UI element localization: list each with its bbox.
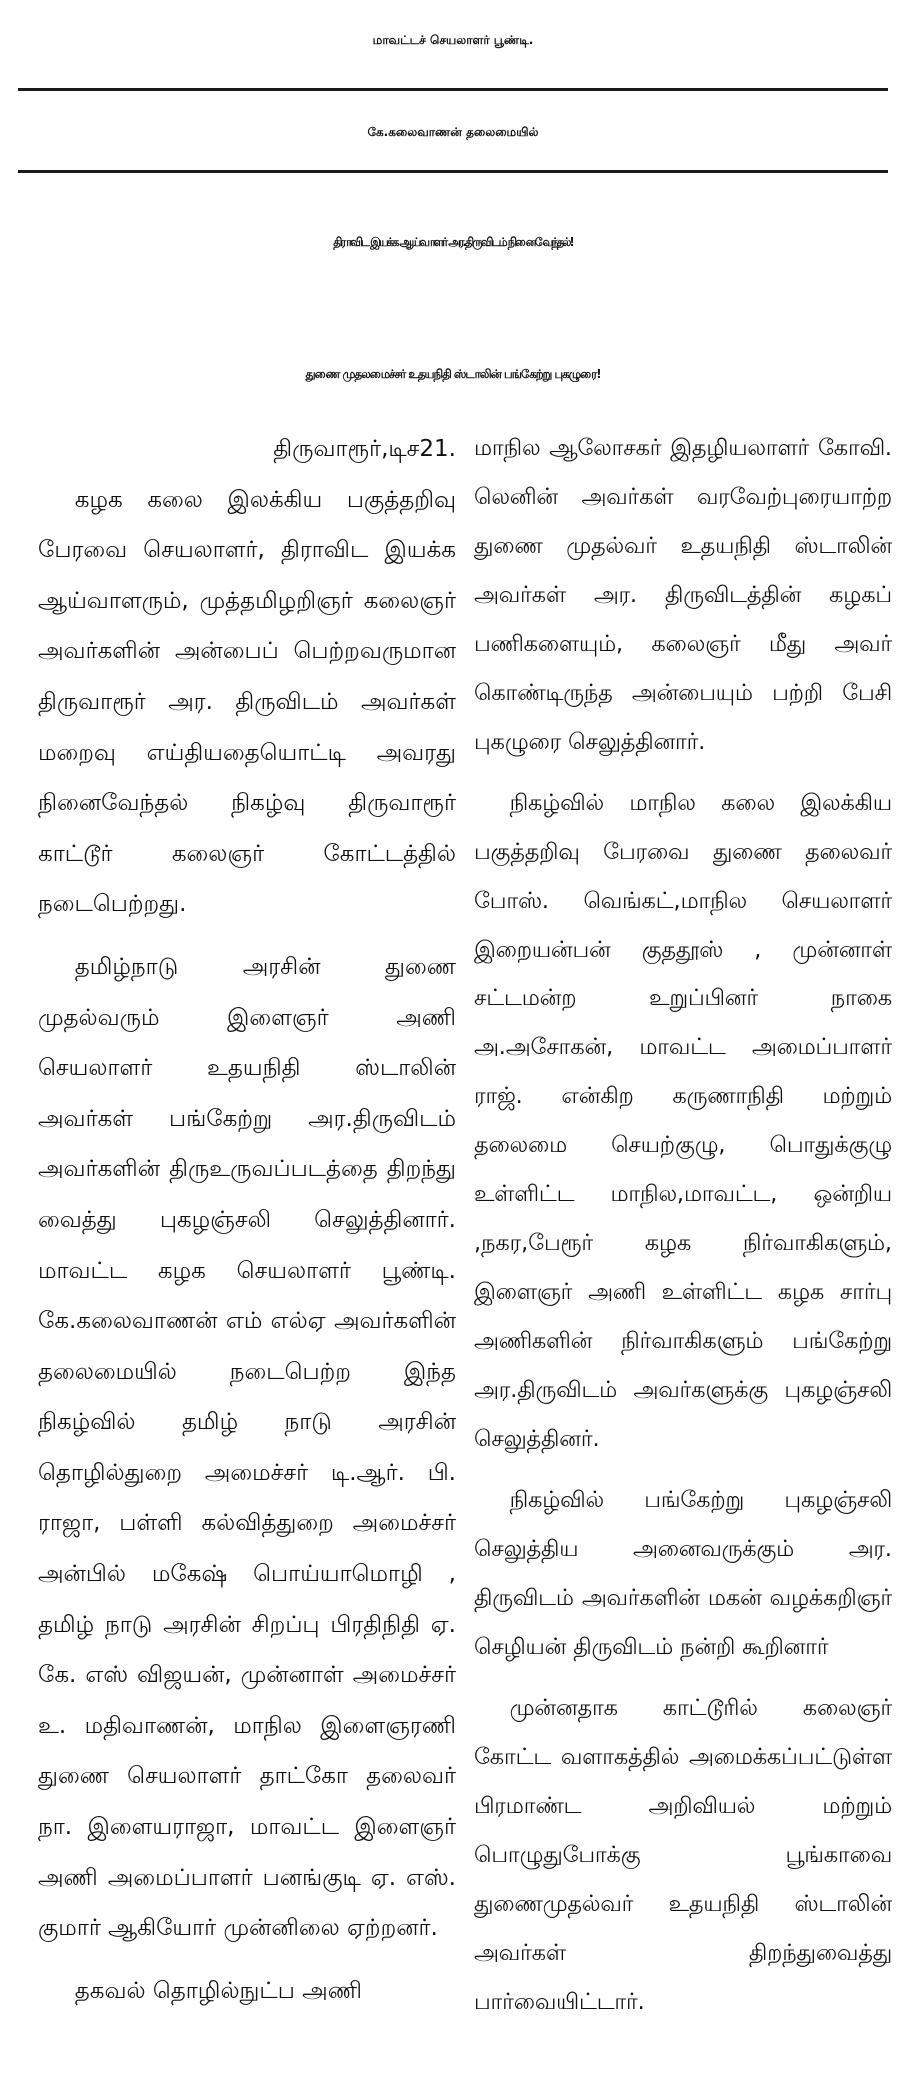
paragraph: தமிழ்நாடு அரசின் துணை முதல்வரும் இளைஞர் அணி செயலாளர் உதயநிதி ஸ்டாலின் அவர்கள் பங்கேற்று அர.திருவிடம் அவர்களின் திருஉருவப்படத்தை திறந்து வைத்து புகழஞ்சலி செலுத்தினார். மாவட்ட கழக செயலாளர் பூண்டி. கே.கலைவாணன் எம் எல்ஏ அவர்களின் தலைமையில் நடைபெற்ற இந்த நிகழ்வில் தமிழ் நாடு அரசின் தொழில்துறை அமைச்சர் டி.ஆர். பி. ராஜா, பள்ளி கல்வித்துறை அமைச்சர் அன்பில் மகேஷ் பொய்யாமொழி , தமிழ் நாடு அரசின் சிறப்பு பிரதிநிதி ஏ. கே. எஸ் விஜயன், முன்னாள் அமைச்சர் உ. மதிவாணன், மாநில இளைஞரணி துணை செயலாளர் தாட்கோ தலைவர் நா. இளையராஜா, மாவட்ட இளைஞர் அணி அமைப்பாளர் பனங்குடி ஏ. எஸ். குமார் ஆகியோர் முன்னிலை ஏற்றனர். — [38, 953, 456, 1942]
article-column-left — [38, 424, 456, 2028]
paragraph: நிகழ்வில் மாநில கலை இலக்கிய பகுத்தறிவு பேரவை துணை தலைவர் போஸ். வெங்கட்,மாநில செயலாளர் இறையன்பன் குததூஸ் , முன்னாள் சட்டமன்ற உறுப்பினர் நாகை அ.அசோகன், மாவட்ட அமைப்பாளர் ராஜ். என்கிற கருணாநிதி மற்றும் தலைமை செயற்குழு, பொதுக்குழு உள்ளிட்ட மாநில,மாவட்ட, ஒன்றிய ,நகர,பேரூர் கழக நிர்வாகிகளும், இளைஞர் அணி உள்ளிட்ட கழக சார்பு அணிகளின் நிர்வாகிகளும் பங்கேற்று அர.திருவிடம் அவர்களுக்கு புகழஞ்சலி செலுத்தினர். — [474, 789, 892, 1453]
headline-line-2: கே.கலைவாணன் தலைமையில் — [367, 125, 539, 139]
sub-headline: துணை முதலமைச்சர் உதயநிதி ஸ்டாலின் பங்கேற்று புகழுரை! — [305, 367, 601, 381]
headline-line-1: மாவட்டச் செயலாளர் பூண்டி. — [372, 33, 534, 47]
headline-rule-bottom — [18, 170, 888, 173]
headline-rule-top — [18, 88, 888, 91]
paragraph: கழக கலை இலக்கிய பகுத்தறிவு பேரவை செயலாளர், திராவிட இயக்க ஆய்வாளரும், முத்தமிழறிஞர் கலைஞர் அவர்களின் அன்பைப் பெற்றவருமான திருவாரூர் அர. திருவிடம் அவர்கள் மறைவு எய்தியதையொட்டி அவரது நினைவேந்தல் நிகழ்வு திருவாரூர் காட்டூர் கலைஞர் கோட்டத்தில் நடைபெற்றது. — [38, 486, 456, 918]
paragraph: நிகழ்வில் பங்கேற்று புகழஞ்சலி செலுத்திய அனைவருக்கும் அர. திருவிடம் அவர்களின் மகன் வழக்கறிஞர் செழியன் திருவிடம் நன்றி கூறினார் — [474, 1487, 892, 1660]
main-headline: திராவிட இயக்க ஆய்வாளர் அர.திருவிடம் நினைவேந்தல்! — [333, 235, 573, 249]
paragraph: தகவல் தொழில்நுட்ப அணி — [74, 1977, 362, 2004]
paragraph: முன்னதாக காட்டூரில் கலைஞர் கோட்ட வளாகத்தில் அமைக்கப்பட்டுள்ள பிரமாண்ட அறிவியல் மற்றும் பொழுதுபோக்கு பூங்காவை துணைமுதல்வர் உதயநிதி ஸ்டாலின் அவர்கள் திறந்துவைத்து பார்வையிட்டார். — [474, 1694, 892, 2015]
dateline: திருவாரூர்,டிச21. — [273, 436, 456, 462]
paragraph: மாநில ஆலோசகர் இதழியலாளர் கோவி. லெனின் அவர்கள் வரவேற்புரையாற்ற துணை முதல்வர் உதயநிதி ஸ்டாலின் அவர்கள் அர. திருவிடத்தின் கழகப் பணிகளையும், கலைஞர் மீது அவர் கொண்டிருந்த அன்பையும் பற்றி பேசி புகழுரை செலுத்தினார். — [474, 435, 892, 755]
article-column-right — [474, 424, 892, 2039]
